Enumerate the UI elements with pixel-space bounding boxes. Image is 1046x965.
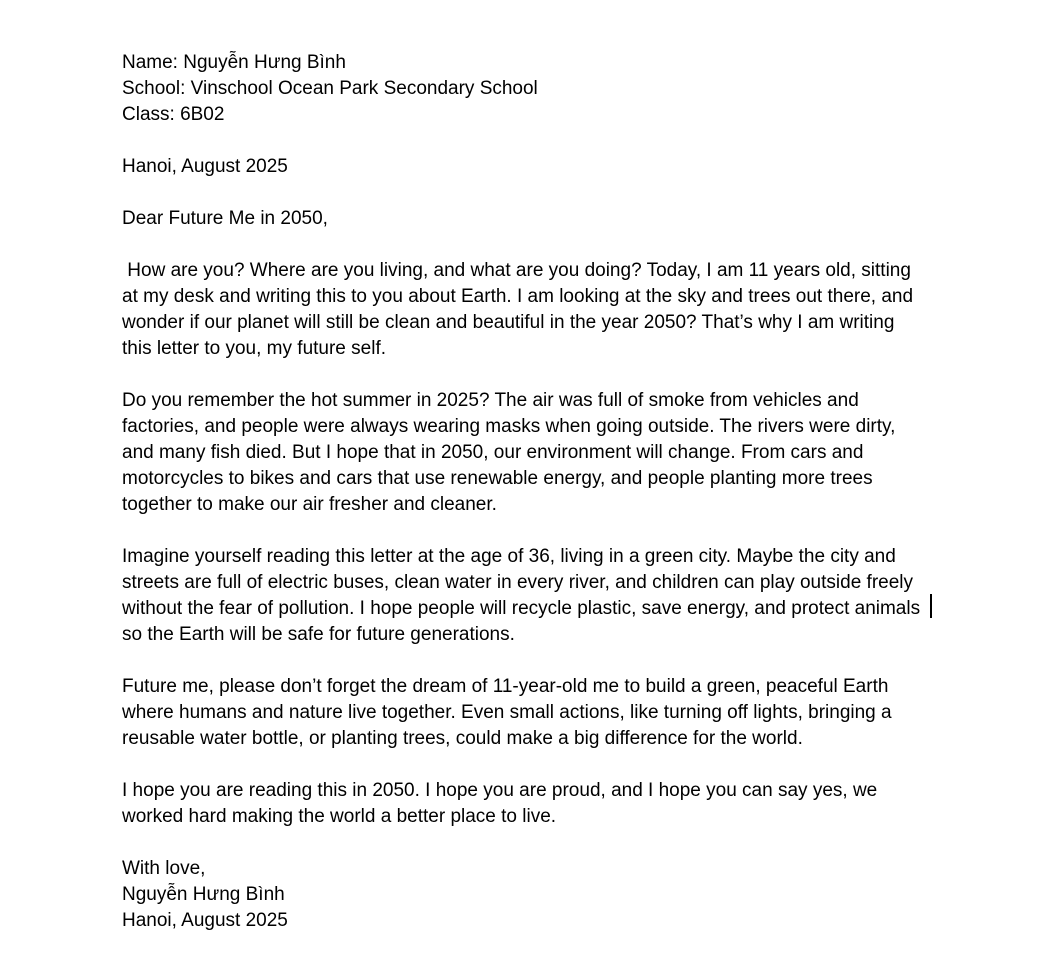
text-cursor [930, 594, 932, 618]
body-paragraph-3: Imagine yourself reading this letter at the age of 36, living in a green city. Maybe the city and streets are full of electric buses, clean water in every river, and children can play outside freely without the fear of pollution. I hope people will recycle plastic, save energy, and protect animals so the Earth will be safe for future generations. [122, 546, 921, 645]
letter-greeting: Dear Future Me in 2050, [122, 208, 328, 229]
body-paragraph-1: How are you? Where are you living, and what are you doing? Today, I am 11 years old, sitting at my desk and writing this to you about Earth. I am looking at the sky and trees out there, and wonder if our planet will still be clean and beautiful in the year 2050? That’s why I am writing this letter to you, my future self. [122, 260, 919, 359]
letter-closing [122, 856, 922, 934]
closing-place-date: Hanoi, August 2025 [122, 910, 288, 931]
student-info [122, 50, 922, 128]
letter-date: Hanoi, August 2025 [122, 156, 288, 177]
signature-name: Nguyễn Hưng Bình [122, 884, 285, 905]
letter-document[interactable] [122, 50, 922, 960]
sign-off: With love, [122, 858, 206, 879]
body-paragraph-5: I hope you are reading this in 2050. I hope you are proud, and I hope you can say yes, we worked hard making the world a better place to live. [122, 780, 878, 827]
student-name: Name: Nguyễn Hưng Bình [122, 52, 346, 73]
body-paragraph-2: Do you remember the hot summer in 2025? The air was full of smoke from vehicles and factories, and people were always wearing masks when going outside. The rivers were dirty, and many fish died. But I hope that in 2050, our environment will change. From cars and motorcycles to bikes and cars that use renewable energy, and people planting more trees together to make our air fresher and cleaner. [122, 390, 896, 515]
student-school: School: Vinschool Ocean Park Secondary School [122, 78, 538, 99]
student-class: Class: 6B02 [122, 104, 225, 125]
body-paragraph-4: Future me, please don’t forget the dream of 11-year-old me to build a green, peaceful Earth where humans and nature live together. Even small actions, like turning off lights, bringing a reusable water bottle, or planting trees, could make a big difference for the world. [122, 676, 892, 749]
